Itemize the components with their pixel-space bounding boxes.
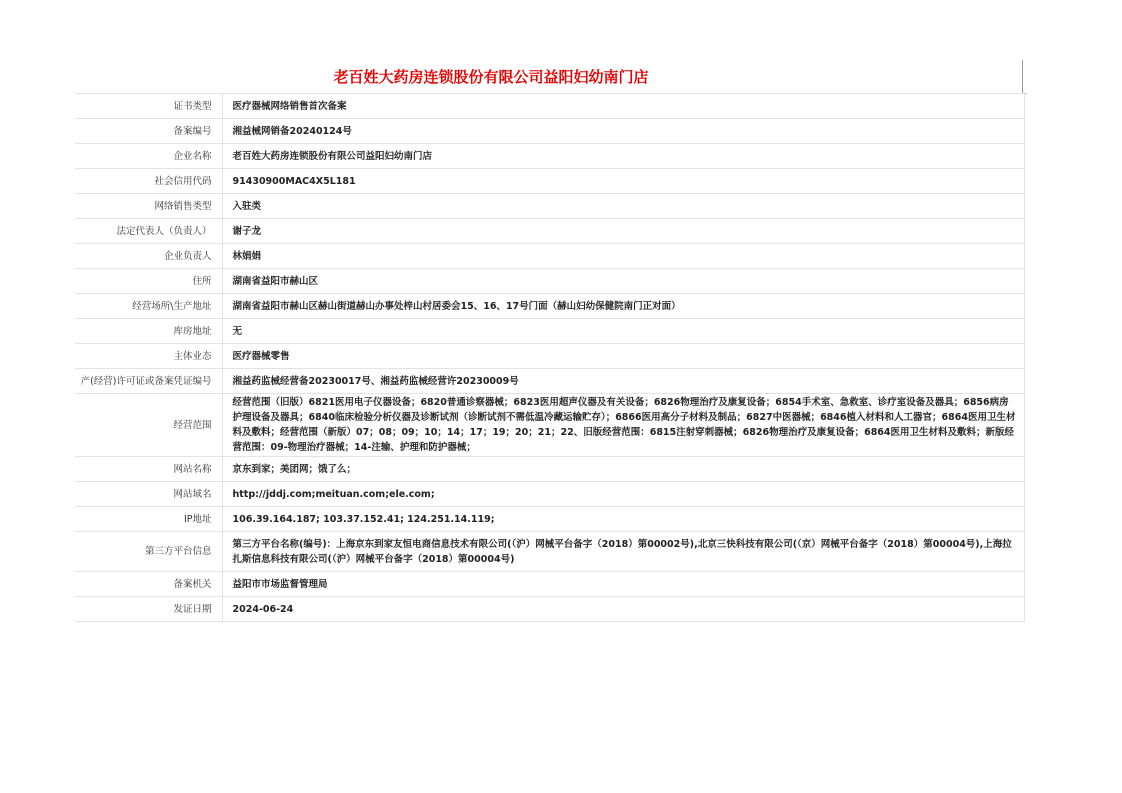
field-value: 106.39.164.187; 103.37.152.41; 124.251.14.119; [222, 507, 1025, 532]
field-label [75, 344, 222, 369]
label-text: 法定代表人（负责人） [116, 225, 212, 237]
row-third-party-platform [75, 532, 1025, 572]
field-label [75, 219, 222, 244]
field-value: 林娟娟 [222, 244, 1025, 269]
field-value: 益阳市市场监督管理局 [222, 572, 1025, 597]
field-label [75, 457, 222, 482]
row-residence [75, 269, 1025, 294]
field-value: 91430900MAC4X5L181 [222, 169, 1025, 194]
field-value: 湘益械网销备20240124号 [222, 119, 1025, 144]
field-label [75, 194, 222, 219]
row-issue-date [75, 597, 1025, 622]
label-text: 主体业态 [173, 350, 212, 362]
field-value: http://jddj.com;meituan.com;ele.com; [222, 482, 1025, 507]
row-business-format [75, 344, 1025, 369]
label-text: 证书类型 [173, 100, 212, 112]
field-label [75, 507, 222, 532]
field-label [75, 394, 222, 457]
label-text: 经营范围 [173, 419, 212, 431]
label-text: 库房地址 [173, 325, 212, 337]
row-sales-type [75, 194, 1025, 219]
row-ip-address [75, 507, 1025, 532]
row-business-address [75, 294, 1025, 319]
field-label [75, 94, 222, 119]
field-label [75, 119, 222, 144]
field-value: 老百姓大药房连锁股份有限公司益阳妇幼南门店 [222, 144, 1025, 169]
label-text: IP地址 [183, 513, 212, 525]
field-value: 无 [222, 319, 1025, 344]
label-text: 住所 [192, 275, 212, 287]
row-company-principal [75, 244, 1025, 269]
field-value: 医疗器械网络销售首次备案 [222, 94, 1025, 119]
label-text: 网络销售类型 [154, 200, 212, 212]
field-label [75, 482, 222, 507]
field-value: 谢子龙 [222, 219, 1025, 244]
field-value: 湖南省益阳市赫山区 [222, 269, 1025, 294]
field-label [75, 532, 222, 572]
field-value: 医疗器械零售 [222, 344, 1025, 369]
row-legal-representative [75, 219, 1025, 244]
row-license-number [75, 369, 1025, 394]
label-text: 社会信用代码 [154, 175, 212, 187]
field-label [75, 244, 222, 269]
label-text: 企业名称 [173, 150, 212, 162]
field-value: 湘益药监械经营备20230017号、湘益药监械经营许20230009号 [222, 369, 1025, 394]
field-value: 第三方平台名称(编号)：上海京东到家友恒电商信息技术有限公司(（沪）网械平台备字（2018）第00002号),北京三快科技有限公司(（京）网械平台备字（2018）第00004号),上海拉扎斯信息科技有限公司(（沪）网械平台备字（2018）第00004号) [222, 532, 1025, 572]
field-value: 经营范围（旧版）6821医用电子仪器设备；6820普通诊察器械；6823医用超声仪器及有关设备；6826物理治疗及康复设备；6854手术室、急救室、诊疗室设备及器具；6856病房护理设备及器具；6840临床检验分析仪器及诊断试剂（诊断试剂不需低温冷藏运输贮存）；6866医用高分子材料及制品；6827中医器械；6846植入材料和人工器官；6864医用卫生材料及敷料；经营范围（新版）07；08；09；10；14；17；19；20；21；22、旧版经营范围：6815注射穿刺器械；6826物理治疗及康复设备；6864医用卫生材料及敷料；新版经营范围：09-物理治疗器械；14-注输、护理和防护器械； [222, 394, 1025, 457]
row-company-name [75, 144, 1025, 169]
field-value: 2024-06-24 [222, 597, 1025, 622]
field-label [75, 572, 222, 597]
field-label [75, 369, 222, 394]
row-credit-code [75, 169, 1025, 194]
field-label [75, 597, 222, 622]
field-value: 京东到家；美团网；饿了么； [222, 457, 1025, 482]
label-text: 发证日期 [173, 603, 212, 615]
field-value: 湖南省益阳市赫山区赫山街道赫山办事处梓山村居委会15、16、17号门面（赫山妇幼保健院南门正对面） [222, 294, 1025, 319]
label-text: 备案编号 [173, 125, 212, 137]
field-label [75, 269, 222, 294]
row-website-name [75, 457, 1025, 482]
label-text: 产(经营)许可证或备案凭证编号 [80, 375, 212, 387]
label-text: 第三方平台信息 [144, 546, 212, 557]
label-text: 网站名称 [173, 463, 212, 475]
field-value: 入驻类 [222, 194, 1025, 219]
row-record-number [75, 119, 1025, 144]
label-text: 备案机关 [173, 578, 212, 590]
certificate-info-table [75, 93, 1025, 622]
label-text: 经营场所\生产地址 [132, 300, 212, 312]
label-text: 网站域名 [173, 488, 212, 500]
field-label [75, 169, 222, 194]
row-certificate-type [75, 94, 1025, 119]
field-label [75, 294, 222, 319]
row-warehouse-address [75, 319, 1025, 344]
scrollbar-edge [1022, 60, 1026, 94]
page-title: 老百姓大药房连锁股份有限公司益阳妇幼南门店 [333, 68, 649, 86]
row-record-authority [75, 572, 1025, 597]
field-label [75, 144, 222, 169]
row-business-scope [75, 394, 1025, 457]
row-website-domain [75, 482, 1025, 507]
field-label [75, 319, 222, 344]
label-text: 企业负责人 [163, 250, 212, 262]
